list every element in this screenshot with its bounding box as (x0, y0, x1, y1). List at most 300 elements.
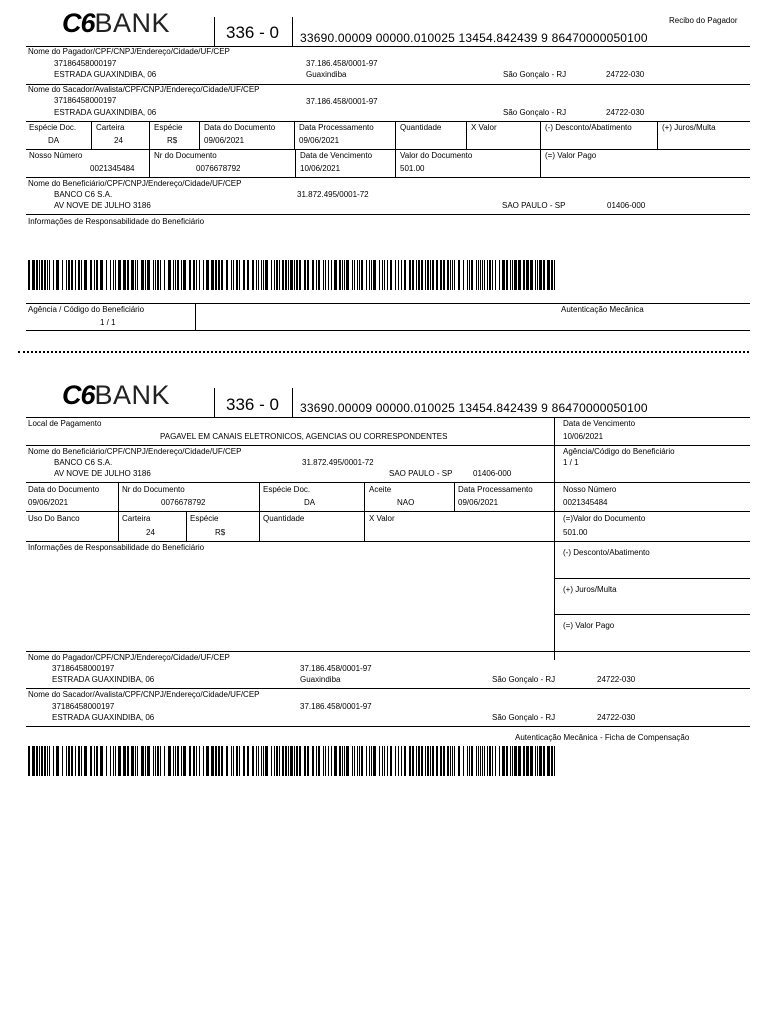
nr-doc-value: 0076678792 (196, 164, 241, 173)
barcode-bar (137, 260, 138, 290)
barcode-bar (32, 746, 35, 776)
barcode-bar (425, 746, 426, 776)
barcode-bar (421, 260, 423, 290)
barcode-bar (147, 260, 150, 290)
barcode-bar (206, 260, 209, 290)
barcode-bar (412, 746, 414, 776)
slip-especie-doc-value: DA (304, 498, 316, 507)
barcode-bar (339, 260, 341, 290)
barcode-bar (118, 260, 121, 290)
barcode-bar (32, 260, 35, 290)
barcode-bar (100, 746, 103, 776)
barcode-bar (344, 260, 345, 290)
barcode-bar (323, 260, 324, 290)
barcode-bar (153, 260, 154, 290)
slip-autenticacao-label: Autenticação Mecânica - Ficha de Compensação (515, 733, 690, 742)
barcode-bar (279, 746, 280, 776)
barcode-bar (535, 746, 536, 776)
slip-nr-doc-value: 0076678792 (161, 498, 206, 507)
nosso-numero-label: Nosso Número (29, 151, 83, 160)
slip-especie-doc-label: Espécie Doc. (263, 485, 311, 494)
barcode-bar (518, 746, 521, 776)
barcode-bar (359, 746, 360, 776)
barcode-bar (271, 746, 272, 776)
slip-nosso-numero-value: 0021345484 (563, 498, 608, 507)
barcode-bar (206, 746, 209, 776)
barcode-bar (56, 260, 59, 290)
barcode-bar (211, 260, 214, 290)
slip-pagador-address: ESTRADA GUAXINDIBA, 06 (52, 675, 155, 684)
barcode-bar (487, 260, 488, 290)
barcode-bar (554, 746, 555, 776)
slip-nosso-numero-label: Nosso Número (563, 485, 617, 494)
data-doc-value: 09/06/2021 (204, 136, 245, 145)
barcode-bar (432, 746, 434, 776)
barcode-bar (288, 746, 289, 776)
barcode-bar (160, 746, 161, 776)
bank-code: 336 - 0 (226, 23, 279, 42)
beneficiario-cnpj: 31.872.495/0001-72 (297, 190, 369, 199)
barcode-bar (547, 260, 550, 290)
barcode-bar (312, 746, 314, 776)
slip-sacador-address: ESTRADA GUAXINDIBA, 06 (52, 713, 155, 722)
barcode-bar (183, 260, 186, 290)
barcode-bar (480, 260, 481, 290)
barcode-bar (36, 746, 38, 776)
barcode-bar (484, 260, 485, 290)
barcode-bar (199, 260, 200, 290)
barcode-bar (135, 746, 136, 776)
barcode-bar (276, 260, 278, 290)
barcode-bar (164, 746, 165, 776)
barcode-bar (342, 260, 343, 290)
barcode-bar (357, 260, 358, 290)
barcode-bar (189, 260, 191, 290)
barcode-bar (469, 746, 470, 776)
barcode-bar (296, 260, 298, 290)
barcode-bar (443, 260, 445, 290)
barcode-bar (44, 260, 46, 290)
barcode-bar (282, 260, 284, 290)
barcode-bar (478, 746, 479, 776)
barcode-bar (177, 746, 179, 776)
barcode-bar (492, 260, 493, 290)
barcode-bar (233, 260, 234, 290)
slip-juros-label: (+) Juros/Multa (563, 585, 617, 594)
barcode-bar (443, 746, 445, 776)
barcode-bar (261, 746, 262, 776)
pagador-label: Nome do Pagador/CPF/CNPJ/Endereço/Cidade/UF/CEP (28, 47, 230, 56)
barcode-bar (173, 260, 174, 290)
barcode-bar (512, 746, 513, 776)
barcode-bar (418, 746, 420, 776)
barcode-bar (28, 746, 30, 776)
sacador-label: Nome do Sacador/Avalista/CPF/CNPJ/Endereço/Cidade/UF/CEP (28, 85, 260, 94)
barcode-bar (502, 260, 505, 290)
sacador-city: São Gonçalo - RJ (503, 108, 567, 117)
barcode-bar (307, 260, 309, 290)
beneficiario-city: SAO PAULO - SP (502, 201, 566, 210)
juros-label: (+) Juros/Multa (662, 123, 716, 132)
barcode-bar (344, 746, 345, 776)
barcode-bar (66, 746, 67, 776)
valor-doc-value: 501.00 (400, 164, 425, 173)
barcode-bar (196, 260, 197, 290)
barcode-bar (110, 260, 111, 290)
barcode-bar (193, 260, 195, 290)
barcode-bar (68, 260, 70, 290)
barcode-bar (352, 746, 353, 776)
slip-data-doc-value: 09/06/2021 (28, 498, 69, 507)
slip-beneficiario-address: AV NOVE DE JULHO 3186 (54, 469, 151, 478)
slip-vencimento-value: 10/06/2021 (563, 432, 604, 441)
barcode-bar (279, 260, 280, 290)
barcode-bar (236, 746, 238, 776)
barcode-bar (467, 260, 468, 290)
slip-pagador-city: São Gonçalo - RJ (492, 675, 556, 684)
barcode-bar (263, 260, 264, 290)
barcode-bar (71, 746, 73, 776)
barcode-bar (551, 260, 553, 290)
barcode-bar (147, 746, 150, 776)
barcode-bar (384, 746, 385, 776)
slip-agencia-label: Agência/Código do Beneficiário (563, 447, 675, 456)
barcode-bar (160, 260, 161, 290)
barcode-bar (331, 746, 332, 776)
barcode-bar (318, 746, 320, 776)
barcode-bar (463, 746, 464, 776)
barcode-bar (274, 260, 275, 290)
barcode-bar (271, 260, 272, 290)
barcode-bar (382, 260, 383, 290)
barcode-bar (157, 260, 159, 290)
vencimento-label: Data de Vencimento (300, 151, 373, 160)
barcode-bar (409, 746, 411, 776)
barcode-bar (127, 260, 129, 290)
barcode-bar (299, 746, 301, 776)
barcode-bar (489, 260, 491, 290)
especie-value: R$ (167, 136, 178, 145)
barcode-bar (430, 746, 431, 776)
barcode-bar (131, 260, 134, 290)
barcode-bar (482, 260, 483, 290)
barcode-bar (243, 746, 245, 776)
slip-especie-value: R$ (215, 528, 226, 537)
barcode-bar (440, 746, 442, 776)
slip-agencia-value: 1 / 1 (563, 458, 579, 467)
barcode-bar (193, 746, 195, 776)
beneficiario-cep: 01406-000 (607, 201, 646, 210)
barcode-bar (164, 260, 165, 290)
barcode-bar (290, 260, 293, 290)
barcode-bar (199, 746, 200, 776)
barcode-bar (346, 746, 349, 776)
beneficiario-address: AV NOVE DE JULHO 3186 (54, 201, 151, 210)
barcode-bar (530, 260, 533, 290)
barcode-bar (196, 746, 197, 776)
barcode-bar (416, 746, 417, 776)
barcode-bar (554, 260, 555, 290)
barcode-bar (299, 260, 301, 290)
barcode-bar (247, 746, 249, 776)
beneficiario-label: Nome do Beneficiário/CPF/CNPJ/Endereço/Cidade/UF/CEP (28, 179, 242, 188)
barcode-bar (357, 746, 358, 776)
barcode-bar (145, 260, 146, 290)
barcode-bar (53, 746, 54, 776)
barcode-bar (215, 746, 217, 776)
barcode-bar (36, 260, 38, 290)
pagador-cnpj: 37.186.458/0001-97 (306, 59, 378, 68)
barcode-bar (502, 746, 505, 776)
barcode-bar (265, 260, 268, 290)
barcode-bar (141, 260, 144, 290)
pagador-doc: 37186458000197 (54, 59, 117, 68)
cut-line (18, 351, 749, 353)
beneficiario-name: BANCO C6 S.A. (54, 190, 113, 199)
slip-carteira-value: 24 (146, 528, 155, 537)
barcode-bar (39, 746, 40, 776)
barcode-bar (373, 746, 376, 776)
barcode-bar (489, 746, 491, 776)
barcode-bar (141, 746, 144, 776)
barcode-bar (137, 746, 138, 776)
barcode-bar (476, 260, 477, 290)
slip-sacador-doc: 37186458000197 (52, 702, 115, 711)
barcode-bar (510, 746, 511, 776)
agencia-label: Agência / Código do Beneficiário (28, 305, 145, 314)
barcode-bar (514, 260, 517, 290)
barcode-bar (366, 746, 367, 776)
barcode-bar (44, 746, 46, 776)
slip-uso-banco-label: Uso Do Banco (28, 514, 80, 523)
slip-xvalor-label: X Valor (369, 514, 395, 523)
valor-doc-label: Valor do Documento (400, 151, 473, 160)
barcode-bar (416, 260, 417, 290)
barcode-bar (390, 746, 392, 776)
digitable-line: 33690.00009 00000.010025 13454.842439 9 86470000050100 (300, 31, 648, 45)
barcode-bar (78, 746, 80, 776)
barcode-bar (523, 260, 525, 290)
slip-sacador-label: Nome do Sacador/Avalista/CPF/CNPJ/Endereço/Cidade/UF/CEP (28, 690, 260, 699)
barcode-bar (369, 746, 370, 776)
barcode-bar (452, 260, 453, 290)
barcode-bar (401, 260, 402, 290)
barcode-bar (123, 746, 126, 776)
data-proc-label: Data Processamento (299, 123, 374, 132)
barcode-bar (157, 746, 159, 776)
info-label: Informações de Responsabilidade do Beneficiário (28, 217, 205, 226)
barcode-bar (510, 260, 511, 290)
barcode-bar (539, 746, 542, 776)
barcode-bar (537, 746, 538, 776)
barcode-bar (28, 260, 30, 290)
barcode-bar (49, 260, 50, 290)
barcode-bar (458, 746, 460, 776)
slip-valor-doc-value: 501.00 (563, 528, 588, 537)
barcode-bar (106, 260, 107, 290)
barcode-bar (454, 746, 455, 776)
barcode-bar (359, 260, 360, 290)
barcode-bar (463, 260, 464, 290)
barcode-bar (535, 260, 536, 290)
barcode-bar (471, 746, 473, 776)
barcode-bar (66, 260, 67, 290)
barcode-bar (440, 260, 442, 290)
barcode-bar (247, 260, 249, 290)
barcode-bar (478, 260, 479, 290)
barcode-bar (395, 746, 396, 776)
barcode-bar (387, 260, 388, 290)
barcode-bar (274, 746, 275, 776)
nosso-numero-value: 0021345484 (90, 164, 135, 173)
slip-sacador-cep: 24722-030 (597, 713, 636, 722)
barcode-bar (471, 260, 473, 290)
barcode-bar (81, 746, 82, 776)
barcode-bar (285, 746, 287, 776)
barcode-bar (41, 260, 43, 290)
barcode-bar (90, 260, 92, 290)
barcode-bar (218, 746, 220, 776)
slip-aceite-value: NAO (397, 498, 415, 507)
slip-beneficiario-label: Nome do Beneficiário/CPF/CNPJ/Endereço/Cidade/UF/CEP (28, 447, 242, 456)
slip-beneficiario-cnpj: 31.872.495/0001-72 (302, 458, 374, 467)
barcode-bar (469, 260, 470, 290)
barcode-bar (530, 746, 533, 776)
c6-bank-logo: C6BANK (62, 8, 171, 38)
barcode-bar (294, 746, 295, 776)
barcode-bar (218, 260, 220, 290)
barcode-bar (106, 746, 107, 776)
slip-aceite-label: Aceite (369, 485, 392, 494)
barcode-bar (127, 746, 129, 776)
barcode-bar (523, 746, 525, 776)
barcode-bar (115, 746, 116, 776)
barcode-bar (256, 746, 257, 776)
barcode-bar (518, 260, 521, 290)
barcode-bar (100, 260, 103, 290)
barcode-bar (387, 746, 388, 776)
barcode-bar (325, 260, 326, 290)
barcode-bar (339, 746, 341, 776)
barcode-bar (203, 746, 204, 776)
barcode-bar (499, 746, 500, 776)
barcode-bar (47, 260, 48, 290)
barcode-bar (62, 260, 63, 290)
barcode-bar (334, 260, 337, 290)
slip-desconto-label: (-) Desconto/Abatimento (563, 548, 650, 557)
slip-beneficiario-cep: 01406-000 (473, 469, 512, 478)
barcode-bar (384, 260, 385, 290)
barcode-bar (539, 260, 542, 290)
barcode-bar (181, 260, 182, 290)
slip-pagador-cep: 24722-030 (597, 675, 636, 684)
data-doc-label: Data do Documento (204, 123, 276, 132)
pagador-cep: 24722-030 (606, 70, 645, 79)
quantidade-label: Quantidade (400, 123, 442, 132)
barcode-bar (450, 260, 451, 290)
barcode-bar (361, 260, 363, 290)
barcode-bar (75, 260, 76, 290)
barcode-bar (175, 260, 176, 290)
barcode-bar (401, 746, 402, 776)
barcode-bar (183, 746, 186, 776)
digitable-line-slip: 33690.00009 00000.010025 13454.842439 9 86470000050100 (300, 401, 648, 415)
local-value: PAGAVEL EM CANAIS ELETRONICOS, AGENCIAS OU CORRESPONDENTES (160, 432, 448, 441)
barcode-bar (427, 746, 429, 776)
barcode-bar (84, 746, 87, 776)
sacador-doc: 37186458000197 (54, 96, 117, 105)
barcode-bar (276, 746, 278, 776)
barcode-bar (131, 746, 134, 776)
barcode-bar (430, 260, 431, 290)
barcode-bar (551, 746, 553, 776)
barcode-bar (261, 260, 262, 290)
barcode-bar (323, 746, 324, 776)
sacador-address: ESTRADA GUAXINDIBA, 06 (54, 108, 157, 117)
barcode-bar (526, 260, 529, 290)
barcode-bar (480, 746, 481, 776)
barcode-bar (421, 746, 423, 776)
barcode-bar (379, 746, 380, 776)
barcode-bar (296, 746, 298, 776)
barcode-bar (155, 260, 156, 290)
barcode-bar (239, 260, 240, 290)
barcode-bar (145, 746, 146, 776)
barcode-bar (537, 260, 538, 290)
barcode-bar (81, 260, 82, 290)
barcode-bar (110, 746, 111, 776)
agencia-value: 1 / 1 (100, 318, 116, 327)
barcode-bottom (28, 746, 556, 776)
barcode-bar (404, 260, 406, 290)
barcode-bar (233, 746, 234, 776)
barcode-bar (492, 746, 493, 776)
barcode-bar (49, 746, 50, 776)
barcode-bar (53, 260, 54, 290)
barcode-bar (328, 260, 329, 290)
sacador-cep: 24722-030 (606, 108, 645, 117)
barcode-bar (203, 260, 204, 290)
barcode-bar (398, 260, 399, 290)
barcode-bar (512, 260, 513, 290)
barcode-bar (371, 746, 372, 776)
barcode-bar (155, 746, 156, 776)
barcode-bar (153, 746, 154, 776)
barcode-bar (526, 746, 529, 776)
slip-beneficiario-name: BANCO C6 S.A. (54, 458, 113, 467)
barcode-bar (258, 260, 259, 290)
barcode-bar (168, 260, 171, 290)
barcode-bar (547, 746, 550, 776)
carteira-label: Carteira (96, 123, 125, 132)
barcode-bar (307, 746, 309, 776)
barcode-bar (252, 260, 254, 290)
barcode-bar (390, 260, 392, 290)
especie-label: Espécie (154, 123, 183, 132)
pagador-city: São Gonçalo - RJ (503, 70, 567, 79)
barcode-bar (427, 260, 429, 290)
barcode-bar (94, 746, 95, 776)
barcode-bar (316, 260, 317, 290)
barcode-bar (452, 746, 453, 776)
barcode-bar (404, 746, 406, 776)
barcode-bar (258, 746, 259, 776)
barcode-bar (177, 260, 179, 290)
barcode-bar (181, 746, 182, 776)
barcode-bar (506, 746, 508, 776)
barcode-bar (288, 260, 289, 290)
barcode-bar (175, 746, 176, 776)
